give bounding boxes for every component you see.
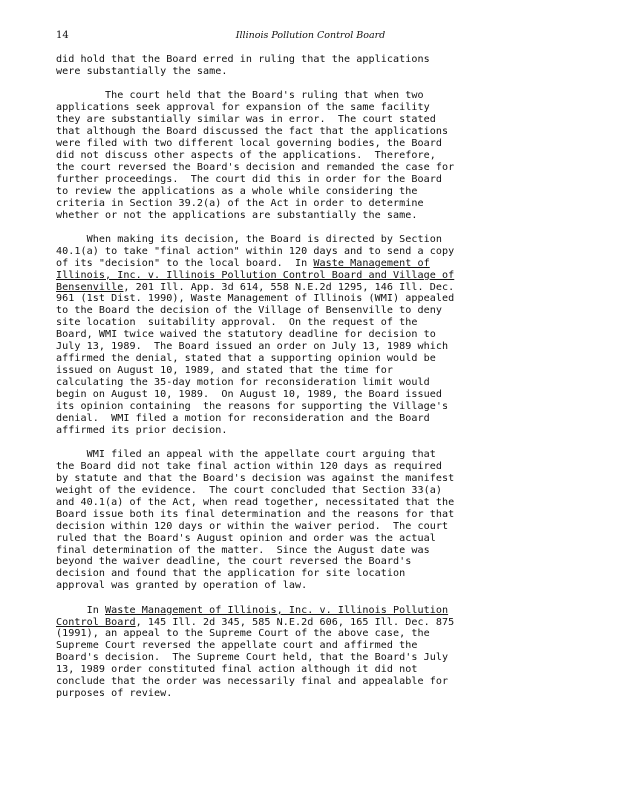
text-run: July 13, 1989. The Board issued an order on July 13, 1989 which <box>56 341 449 353</box>
page-number: 14 <box>56 30 69 41</box>
text-line <box>56 329 508 341</box>
text-line <box>56 449 508 461</box>
text-line <box>56 640 508 652</box>
text-run: to the Board the decision of the Village of Bensenville to deny <box>56 305 442 317</box>
text-line <box>56 270 508 282</box>
paragraph <box>56 54 508 78</box>
text-run: further proceedings. The court did this in order for the Board <box>56 173 442 185</box>
text-line <box>56 664 508 676</box>
text-line <box>56 473 508 485</box>
text-line <box>56 413 508 425</box>
text-line <box>56 126 508 138</box>
text-run: In <box>56 604 106 616</box>
text-line <box>56 497 508 509</box>
paragraph <box>56 449 508 592</box>
text-line <box>56 389 508 401</box>
text-line <box>56 652 508 664</box>
text-line <box>56 461 508 473</box>
text-line <box>56 533 508 545</box>
text-run: its opinion containing the reasons for supporting the Village's <box>56 400 449 412</box>
text-run: begin on August 10, 1989. On August 10, 1989, the Board issued <box>56 388 442 400</box>
text-line <box>56 580 508 592</box>
text-run: and 40.1(a) of the Act, when read together, necessitated that the <box>56 496 455 508</box>
text-line <box>56 138 508 150</box>
text-line <box>56 66 508 78</box>
text-run: by statute and that the Board's decision was against the manifest <box>56 472 455 484</box>
text-run: Board, WMI twice waived the statutory deadline for decision to <box>56 329 436 341</box>
text-run: 13, 1989 order constituted final action although it did not <box>56 664 418 676</box>
text-line <box>56 282 508 294</box>
text-run: applications seek approval for expansion of the same facility <box>56 102 430 114</box>
text-run: (1991), an appeal to the Supreme Court of the above case, the <box>56 628 430 640</box>
paragraph-gap <box>56 78 508 90</box>
text-run: the court reversed the Board's decision and remanded the case for <box>56 161 455 173</box>
text-line <box>56 509 508 521</box>
text-run: did hold that the Board erred in ruling that the applications <box>56 54 430 65</box>
text-line <box>56 246 508 258</box>
text-run: weight of the evidence. The court concluded that Section 33(a) <box>56 484 442 496</box>
text-line <box>56 521 508 533</box>
text-run: site location suitability approval. On the request of the <box>56 317 418 329</box>
text-line <box>56 90 508 102</box>
text-run: Board's decision. The Supreme Court held, that the Board's July <box>56 652 449 664</box>
text-run: were filed with two different local governing bodies, the Board <box>56 137 442 149</box>
text-line <box>56 234 508 246</box>
paragraph <box>56 90 508 221</box>
document-body <box>56 54 508 700</box>
text-line <box>56 365 508 377</box>
text-run: approval was granted by operation of law. <box>56 580 308 592</box>
text-run: affirmed the denial, stated that a supporting opinion would be <box>56 353 436 365</box>
text-line <box>56 556 508 568</box>
text-run: purposes of review. <box>56 688 173 700</box>
text-line <box>56 174 508 186</box>
case-citation: Waste Management of Illinois, Inc. v. Illinois Pollution <box>105 604 449 616</box>
text-run: calculating the 35-day motion for reconsideration limit would <box>56 377 430 389</box>
text-line <box>56 258 508 270</box>
text-line <box>56 114 508 126</box>
text-run: the Board did not take final action within 120 days as required <box>56 460 442 472</box>
text-line <box>56 568 508 580</box>
text-line <box>56 353 508 365</box>
text-line <box>56 293 508 305</box>
text-run: issued on August 10, 1989, and stated that the time for <box>56 365 393 377</box>
text-run: 40.1(a) to take "final action" within 120 days and to send a copy <box>56 245 455 257</box>
text-line <box>56 425 508 437</box>
text-line <box>56 54 508 66</box>
text-run: ruled that the Board's August opinion and order was the actual <box>56 532 436 544</box>
text-line <box>56 341 508 353</box>
paragraph <box>56 605 508 701</box>
text-line <box>56 401 508 413</box>
text-run: decision within 120 days or within the waiver period. The court <box>56 520 449 532</box>
paragraph <box>56 234 508 437</box>
case-citation: Illinois, Inc. v. Illinois Pollution Control Board and Village of <box>56 269 455 281</box>
text-run: decision and found that the application for site location <box>56 568 406 580</box>
text-line <box>56 545 508 557</box>
text-line <box>56 617 508 629</box>
text-run: denial. WMI filed a motion for reconsideration and the Board <box>56 412 430 424</box>
case-citation: Waste Management of <box>313 257 430 269</box>
text-run: did not discuss other aspects of the applications. Therefore, <box>56 149 436 161</box>
text-run: to review the applications as a whole while considering the <box>56 185 418 197</box>
text-run: When making its decision, the Board is directed by Section <box>56 233 442 245</box>
text-run: Supreme Court reversed the appellate court and affirmed the <box>56 640 418 652</box>
text-run: of its "decision" to the local board. In <box>56 257 314 269</box>
text-line <box>56 198 508 210</box>
text-run: , 201 Ill. App. 3d 614, 558 N.E.2d 1295, 146 Ill. Dec. <box>123 281 455 293</box>
text-line <box>56 102 508 114</box>
text-run: , 145 Ill. 2d 345, 585 N.E.2d 606, 165 Ill. Dec. 875 <box>135 616 455 628</box>
text-line <box>56 676 508 688</box>
text-run: were substantially the same. <box>56 65 228 77</box>
page-header <box>56 30 565 44</box>
text-line <box>56 317 508 329</box>
case-citation: Control Board <box>56 616 136 628</box>
text-line <box>56 485 508 497</box>
text-run: conclude that the order was necessarily final and appealable for <box>56 676 449 688</box>
text-line <box>56 605 508 617</box>
paragraph-gap <box>56 592 508 604</box>
text-line <box>56 150 508 162</box>
text-line <box>56 186 508 198</box>
text-line <box>56 162 508 174</box>
text-run: criteria in Section 39.2(a) of the Act in order to determine <box>56 197 424 209</box>
text-run: that although the Board discussed the fact that the applications <box>56 125 449 137</box>
text-run: beyond the waiver deadline, the court reversed the Board's <box>56 556 412 568</box>
text-line <box>56 688 508 700</box>
text-run: 961 (1st Dist. 1990), Waste Management of Illinois (WMI) appealed <box>56 293 455 305</box>
text-run: WMI filed an appeal with the appellate court arguing that <box>56 449 436 461</box>
paragraph-gap <box>56 221 508 233</box>
text-line <box>56 377 508 389</box>
text-run: affirmed its prior decision. <box>56 424 228 436</box>
text-run: Board issue both its final determination and the reasons for that <box>56 508 455 520</box>
text-run: whether or not the applications are substantially the same. <box>56 209 418 221</box>
case-citation: Bensenville <box>56 281 124 293</box>
running-title: Illinois Pollution Control Board <box>235 30 386 41</box>
text-line <box>56 628 508 640</box>
paragraph-gap <box>56 437 508 449</box>
text-line <box>56 210 508 222</box>
text-line <box>56 305 508 317</box>
text-run: The court held that the Board's ruling that when two <box>56 90 424 102</box>
text-run: final determination of the matter. Since the August date was <box>56 544 430 556</box>
text-run: they are substantially similar was in error. The court stated <box>56 114 436 126</box>
